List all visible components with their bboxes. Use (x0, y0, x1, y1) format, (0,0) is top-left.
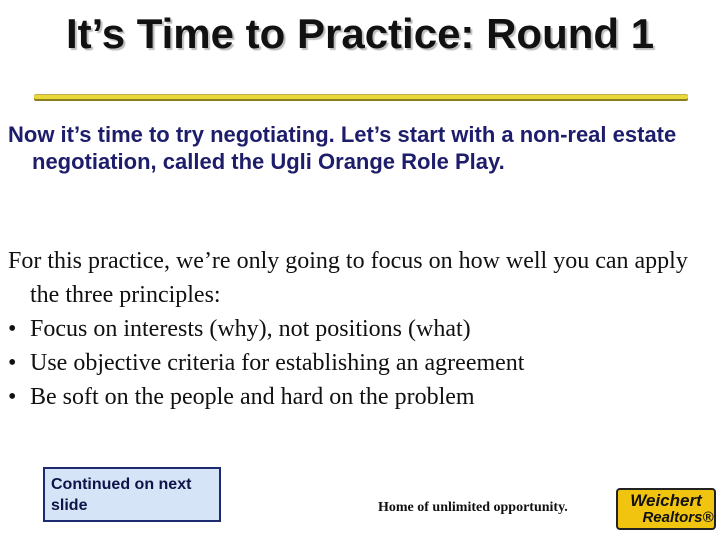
bullet-text: Focus on interests (why), not positions (what) (30, 316, 471, 342)
list-item (8, 380, 708, 414)
practice-body (8, 244, 708, 414)
footer-tagline: Home of unlimited opportunity. (378, 500, 568, 515)
principles-list (8, 312, 708, 414)
list-item (8, 312, 708, 346)
logo-line-2: Realtors® (642, 509, 714, 526)
title-divider (34, 95, 688, 99)
weichert-logo (616, 488, 716, 530)
bullet-icon: • (8, 316, 17, 342)
bullet-text: Be soft on the people and hard on the problem (30, 384, 475, 410)
bullet-icon: • (8, 350, 17, 376)
bullet-icon: • (8, 384, 17, 410)
list-item (8, 346, 708, 380)
continued-note-box: Continued on next slide (43, 467, 221, 522)
logo-line-1: Weichert (630, 491, 702, 510)
intro-paragraph: Now it’s time to try negotiating. Let’s start with a non-real estate negotiation, called the Ugli Orange Role Play. (8, 122, 677, 174)
principles-lead: For this practice, we’re only going to focus on how well you can apply the three principles: (8, 248, 688, 308)
slide-title: It’s Time to Practice: Round 1 (65, 10, 655, 57)
bullet-text: Use objective criteria for establishing an agreement (30, 350, 525, 376)
